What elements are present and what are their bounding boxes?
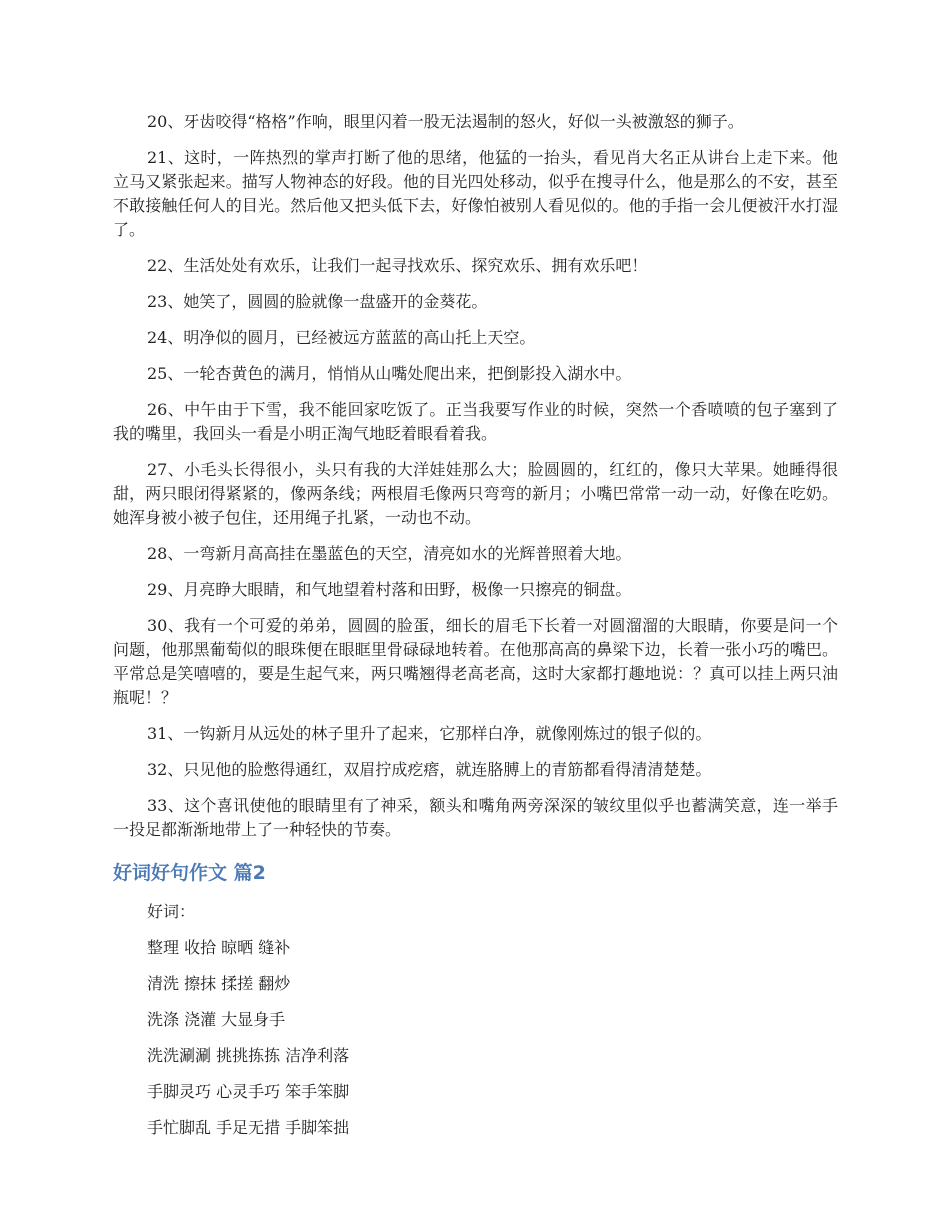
section-heading: 好词好句作文 篇2 [113,862,266,884]
word-line: 手脚灵巧 心灵手巧 笨手笨脚 [147,1082,350,1101]
paragraph: 23、她笑了，圆圆的脸就像一盘盛开的金葵花。 [147,292,488,311]
word-line: 洗洗涮涮 挑挑拣拣 洁净利落 [147,1046,350,1065]
paragraph: 27、小毛头长得很小，头只有我的大洋娃娃那么大；脸圆圆的，红红的，像只大苹果。她睡得很甜，两只眼闭得紧紧的，像两条线；两根眉毛像两只弯弯的新月；小嘴巴常常一动一动，好像在吃奶。她浑身被小被子包住，还用绳子扎紧，一动也不动。 [113,460,838,527]
word-line: 整理 收拾 晾晒 缝补 [147,938,291,957]
paragraph: 33、这个喜讯使他的眼睛里有了神采，额头和嘴角两旁深深的皱纹里似乎也蓄满笑意，连一举手一投足都渐渐地带上了一种轻快的节奏。 [113,796,838,839]
word-line: 洗涤 浇灌 大显身手 [147,1010,286,1029]
word-line: 清洗 擦抹 揉搓 翻炒 [147,974,291,993]
paragraph: 20、牙齿咬得“格格”作响，眼里闪着一股无法遏制的怒火，好似一头被激怒的狮子。 [147,112,744,131]
word-list [113,936,838,1140]
paragraph: 30、我有一个可爱的弟弟，圆圆的脸蛋，细长的眉毛下长着一对圆溜溜的大眼睛，你要是问一个问题，他那黑葡萄似的眼珠便在眼眶里骨碌碌地转着。在他那高高的鼻梁下边，长着一张小巧的嘴巴。平常总是笑嘻嘻的，要是生起气来，两只嘴翘得老高老高，这时大家都打趣地说：？真可以挂上两只油瓶呢！？ [113,616,838,707]
paragraph: 28、一弯新月高高挂在墨蓝色的天空，清亮如水的光辉普照着大地。 [147,544,632,563]
paragraph: 26、中午由于下雪，我不能回家吃饭了。正当我要写作业的时候，突然一个香喷喷的包子塞到了我的嘴里，我回头一看是小明正淘气地眨着眼看着我。 [113,400,838,443]
word-line: 手忙脚乱 手足无措 手脚笨拙 [147,1118,350,1137]
paragraph: 25、一轮杏黄色的满月，悄悄从山嘴处爬出来，把倒影投入湖水中。 [147,364,632,383]
document-page [113,110,838,1152]
paragraph: 21、这时，一阵热烈的掌声打断了他的思绪，他猛的一抬头，看见肖大名正从讲台上走下来。他立马又紧张起来。描写人物神态的好段。他的目光四处移动，似乎在搜寻什么，他是那么的不安，甚至不敢接触任何人的目光。然后他又把头低下去，好像怕被别人看见似的。他的手指一会儿便被汗水打湿了。 [113,148,838,239]
paragraph: 32、只见他的脸憋得通红，双眉拧成疙瘩，就连胳膊上的青筋都看得清清楚楚。 [147,760,712,779]
good-words-label: 好词： [147,902,196,921]
paragraph: 29、月亮睁大眼睛，和气地望着村落和田野，极像一只擦亮的铜盘。 [147,580,632,599]
paragraph: 31、一钩新月从远处的林子里升了起来，它那样白净，就像刚炼过的银子似的。 [147,724,712,743]
paragraph: 24、明净似的圆月，已经被远方蓝蓝的高山托上天空。 [147,328,536,347]
paragraph: 22、生活处处有欢乐，让我们一起寻找欢乐、探究欢乐、拥有欢乐吧！ [147,256,648,275]
paragraph-list [113,110,838,842]
